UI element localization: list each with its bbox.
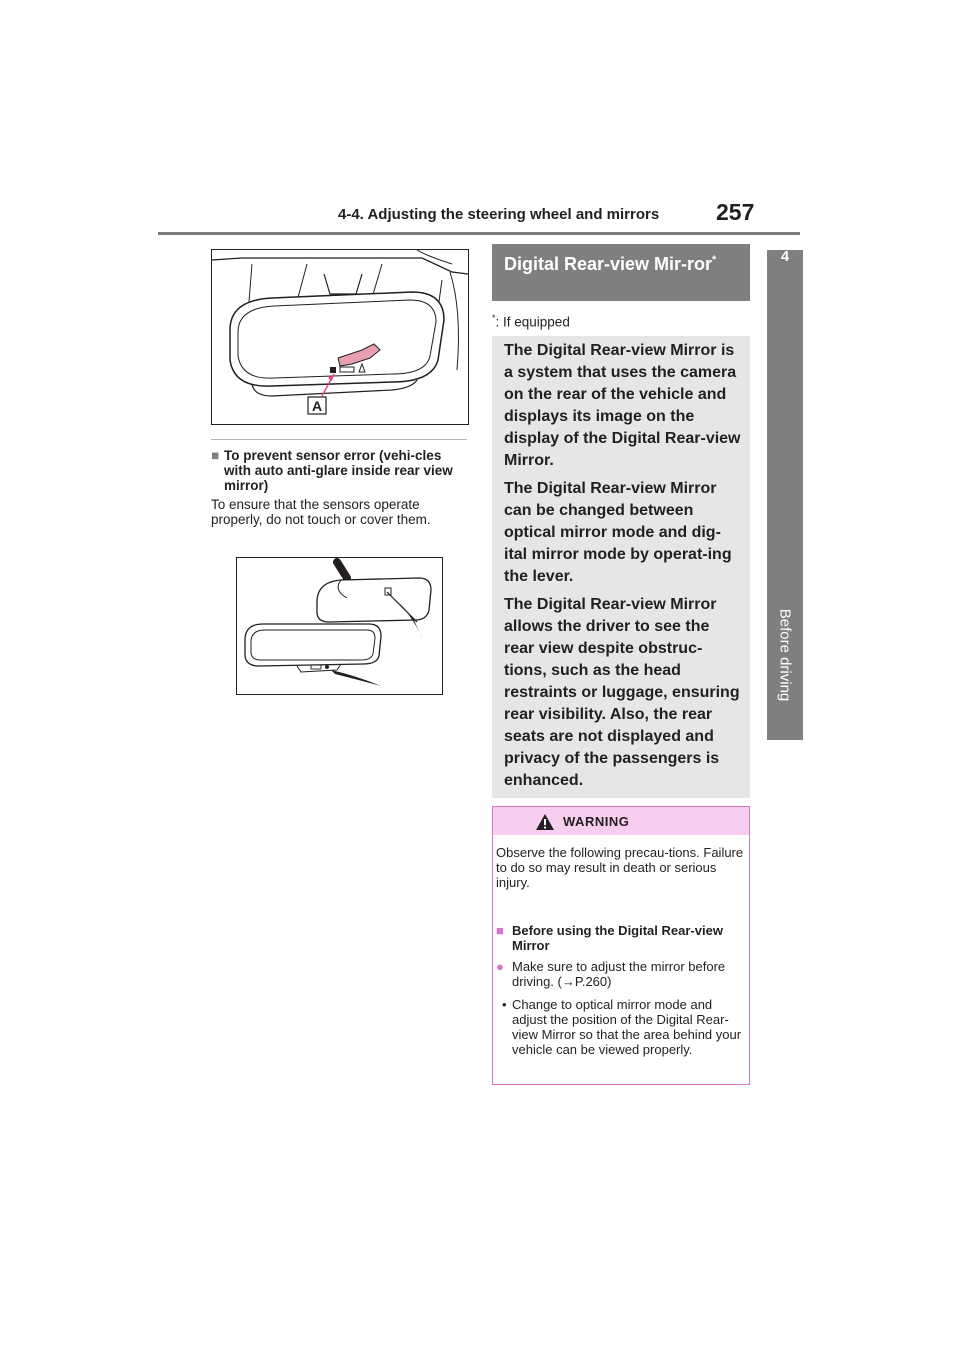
- warning-item: ● Make sure to adjust the mirror before driving. (→P.260): [496, 959, 726, 989]
- intro-paragraph: The Digital Rear-view Mirror can be changed between optical mirror mode and dig-ital mirror mode by operat-ing the lever.: [504, 480, 732, 585]
- square-bullet-icon: ■: [496, 923, 504, 938]
- chapter-label: Before driving: [776, 608, 794, 702]
- if-equipped-footnote: *: If equipped: [492, 313, 570, 330]
- chapter-number: 4: [780, 248, 790, 265]
- section-banner: [492, 244, 750, 301]
- sensor-error-heading: [211, 448, 469, 493]
- footnote-marker: *: [712, 254, 717, 266]
- sensor-error-heading-text: To prevent sensor error (vehi-cles with auto anti-glare inside rear view mirror): [224, 448, 453, 493]
- mirror-sensor-illustration: [211, 249, 469, 425]
- mirror-sensors-illustration: [236, 557, 443, 695]
- section-header-title: 4-4. Adjusting the steering wheel and mirrors: [338, 206, 660, 223]
- warning-header: [493, 807, 749, 835]
- warning-intro: Observe the following precau-tions. Failure to do so may result in death or serious injury.: [496, 845, 744, 890]
- dot-bullet-icon: •: [502, 997, 507, 1012]
- intro-paragraph: The Digital Rear-view Mirror allows the driver to see the rear view despite obstruc-tions, such as the head restraints or luggage, ensuring rear visibility. Also, the rear seats are not displayed and privacy of the passengers is enhanced.: [504, 596, 740, 789]
- round-bullet-icon: ●: [496, 959, 504, 974]
- section-title: Digital Rear-view Mir-ror*: [504, 254, 717, 274]
- figure-callout-label: A: [311, 398, 323, 414]
- warning-label: WARNING: [563, 814, 630, 829]
- header-rule: [158, 232, 800, 235]
- section-divider: [211, 439, 467, 440]
- warning-triangle-icon: [535, 813, 555, 831]
- intro-paragraph: The Digital Rear-view Mirror is a system that uses the camera on the rear of the vehicle and displays its image on the display of the Digital Rear-view Mirror.: [504, 342, 741, 469]
- sensor-error-body: To ensure that the sensors operate properly, do not touch or cover them.: [211, 497, 431, 527]
- warning-subheading: ■ Before using the Digital Rear-view Mirror: [496, 923, 723, 953]
- page-number: 257: [716, 199, 755, 225]
- warning-item: • Change to optical mirror mode and adjust the position of the Digital Rear-view Mirror so that the area behind your vehicle can be viewed properly.: [502, 997, 742, 1057]
- intro-box: [492, 336, 750, 798]
- square-bullet-icon: ■: [211, 448, 220, 463]
- warning-box: [492, 806, 750, 1085]
